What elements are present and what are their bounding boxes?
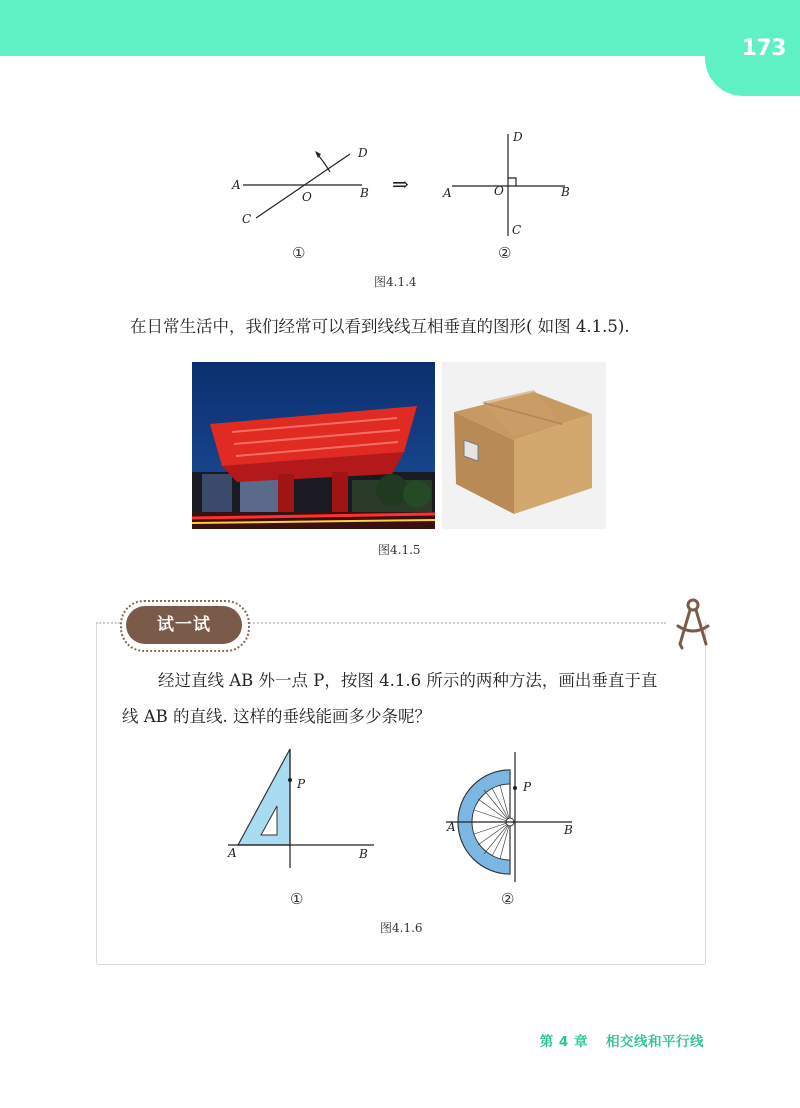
- figure-4-1-4-caption: 图4.1.4: [374, 275, 417, 289]
- fig416-right-label-A: A: [447, 820, 456, 834]
- fig414-left-label-A: A: [232, 178, 241, 192]
- fig414-sub1: ①: [292, 244, 306, 262]
- fig416-right-label-B: B: [564, 823, 573, 837]
- fig414-left-label-O: O: [302, 190, 312, 204]
- fig414-right-label-O: O: [494, 184, 504, 198]
- try-it-text-line-1: 经过直线 AB 外一点 P，按图 4.1.6 所示的两种方法，画出垂直于直: [158, 671, 658, 690]
- chapter-footer: [540, 1030, 704, 1050]
- try-it-text-line-2: 线 AB 的直线. 这样的垂线能画多少条呢？: [122, 707, 432, 726]
- page-number: 173: [741, 36, 786, 61]
- chapter-title: 相交线和平行线: [606, 1034, 704, 1050]
- fig414-sub2: ②: [498, 244, 512, 262]
- figure-4-1-5-caption: 图4.1.5: [378, 543, 421, 557]
- fig414-right-label-B: B: [561, 185, 570, 199]
- fig416-left-label-P: P: [297, 777, 306, 791]
- figure-4-1-6-caption: 图4.1.6: [380, 921, 423, 935]
- chapter-number: 第 4 章: [539, 1034, 588, 1050]
- fig414-right-label-C: C: [512, 223, 522, 237]
- fig416-right-label-P: P: [523, 780, 532, 794]
- implies-arrow: ⇒: [392, 172, 409, 196]
- paragraph-perpendicular-examples: 在日常生活中，我们经常可以看到线线互相垂直的图形( 如图 4.1.5).: [130, 317, 630, 336]
- fig416-left-label-B: B: [359, 847, 368, 861]
- fig414-left-label-D: D: [358, 146, 368, 160]
- fig416-sub1: ①: [290, 890, 304, 908]
- fig414-right-label-D: D: [513, 130, 523, 144]
- fig414-left-label-C: C: [242, 212, 252, 226]
- fig416-left-label-A: A: [228, 846, 237, 860]
- fig416-sub2: ②: [501, 890, 515, 908]
- fig414-right-label-A: A: [443, 186, 452, 200]
- fig414-left-label-B: B: [360, 186, 369, 200]
- try-it-badge: 试一试: [126, 606, 242, 644]
